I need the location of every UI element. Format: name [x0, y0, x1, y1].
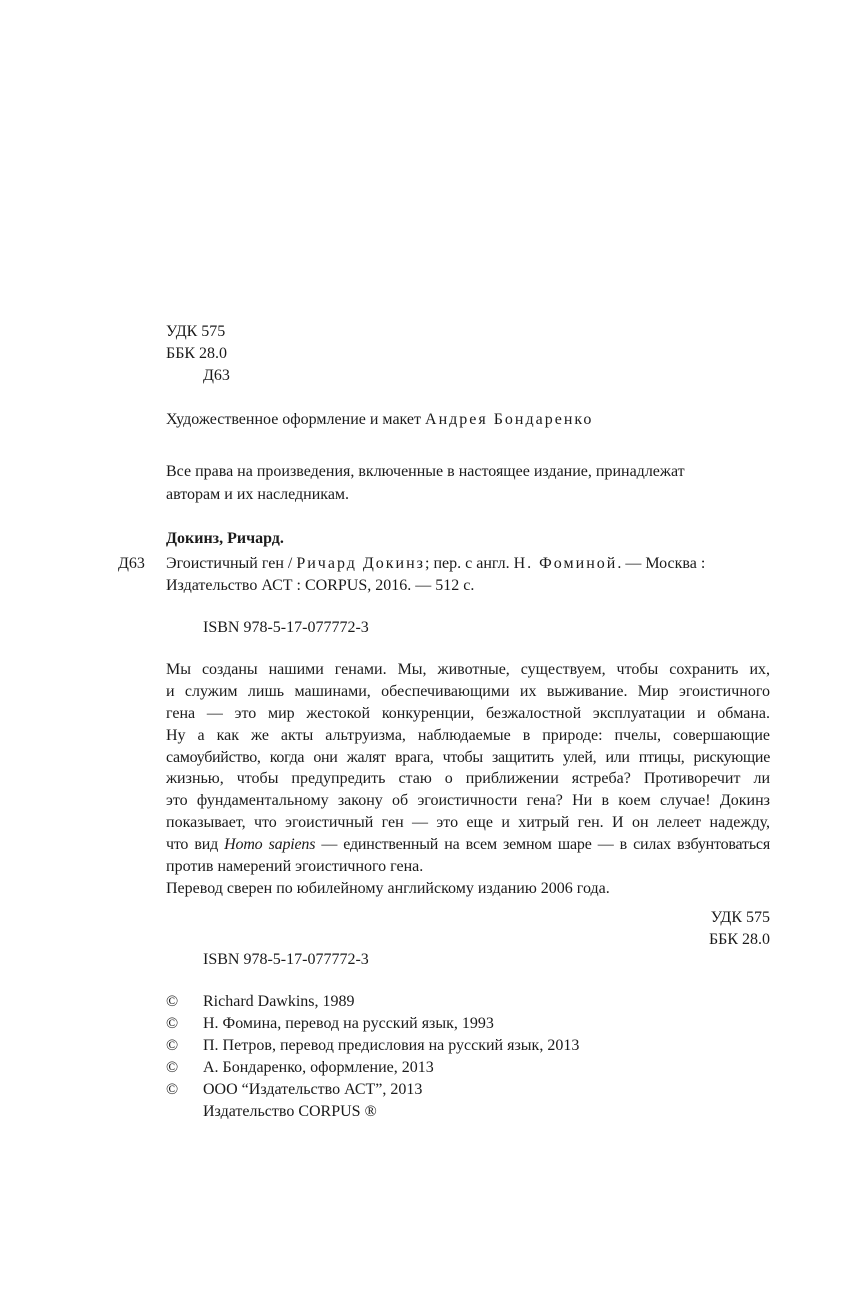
translator-name: Н. Фоминой — [513, 555, 618, 572]
annotation-line-9 — [166, 834, 770, 856]
design-credit — [166, 409, 593, 431]
bib-description-line-1 — [166, 553, 705, 575]
annotation — [166, 659, 770, 900]
copyright-symbol: © — [166, 993, 179, 1010]
isbn-bottom: ISBN 978-5-17-077772-3 — [203, 951, 369, 968]
bib-description-line-2: Издательство АСТ : CORPUS, 2016. — 512 с. — [166, 577, 475, 594]
bbk-code-right: ББК 28.0 — [708, 931, 770, 948]
annotation-line: самоубийство, когда они жалят врага, чтобы защитить улей, или птицы, рискующие — [166, 748, 770, 766]
udk-code: УДК 575 — [166, 323, 226, 340]
annotation-line: Ну а как же акты альтруизма, наблюдаемые в природе: пчелы, совершающие — [166, 726, 770, 744]
translation-note: Перевод сверен по юбилейному английскому изданию 2006 года. — [166, 879, 610, 897]
translator-prefix: ; пер. с англ. — [425, 555, 510, 572]
annotation-suffix: — единственный на всем земном шаре — в силах взбунтоваться — [321, 836, 770, 854]
annotation-line: это фундаментальному закону об эгоистичности гена? Ни в коем случае! Докинз — [166, 792, 770, 810]
annotation-line: и служим лишь машинами, обеспечивающими их выживание. Мир эгоистичного — [166, 682, 770, 700]
bib-author-name: Ричард Докинз — [296, 555, 425, 572]
annotation-line: показывает, что эгоистичный ген — это еще и хитрый ген. И он лелеет надежду, — [166, 814, 770, 832]
copyright-line: А. Бондаренко, оформление, 2013 — [203, 1059, 434, 1076]
designer-name: Андрея Бондаренко — [425, 411, 594, 428]
book-title: Эгоистичный ген / — [166, 555, 293, 572]
copyright-line: Richard Dawkins, 1989 — [203, 993, 355, 1010]
copyright-line: ООО “Издательство АСТ”, 2013 — [203, 1081, 423, 1098]
publisher-mark: Издательство CORPUS ® — [203, 1103, 377, 1120]
copyright-line: Н. Фомина, перевод на русский язык, 1993 — [203, 1015, 494, 1032]
copyright-symbol: © — [166, 1081, 179, 1098]
species-name: Homo sapiens — [224, 836, 316, 854]
publication-place: . — Москва : — [617, 555, 706, 572]
bib-author-mark: Д63 — [118, 555, 145, 572]
annotation-line: против намерений эгоистичного гена. — [166, 858, 424, 876]
rights-line-1: Все права на произведения, включенные в настоящее издание, принадлежат — [166, 463, 685, 480]
copyright-line: П. Петров, перевод предисловия на русский язык, 2013 — [203, 1037, 580, 1054]
author-mark: Д63 — [203, 367, 230, 384]
design-credit-prefix: Художественное оформление и макет — [166, 411, 422, 428]
rights-line-2: авторам и их наследникам. — [166, 486, 350, 503]
copyright-symbol: © — [166, 1059, 179, 1076]
annotation-prefix: что вид — [166, 836, 219, 854]
copyright-symbol: © — [166, 1037, 179, 1054]
isbn-top: ISBN 978-5-17-077772-3 — [203, 619, 369, 636]
author-heading: Докинз, Ричард. — [166, 530, 284, 547]
copyright-symbol: © — [166, 1015, 179, 1032]
udk-code-right: УДК 575 — [710, 909, 770, 926]
annotation-line: Мы созданы нашими генами. Мы, животные, существуем, чтобы сохранить их, — [166, 661, 770, 678]
annotation-line: жизнью, чтобы предупредить стаю о приближении ястреба? Противоречит ли — [166, 770, 770, 788]
annotation-line: гена — это мир жестокой конкуренции, безжалостной эксплуатации и обмана. — [166, 704, 770, 722]
bbk-code: ББК 28.0 — [166, 345, 228, 362]
